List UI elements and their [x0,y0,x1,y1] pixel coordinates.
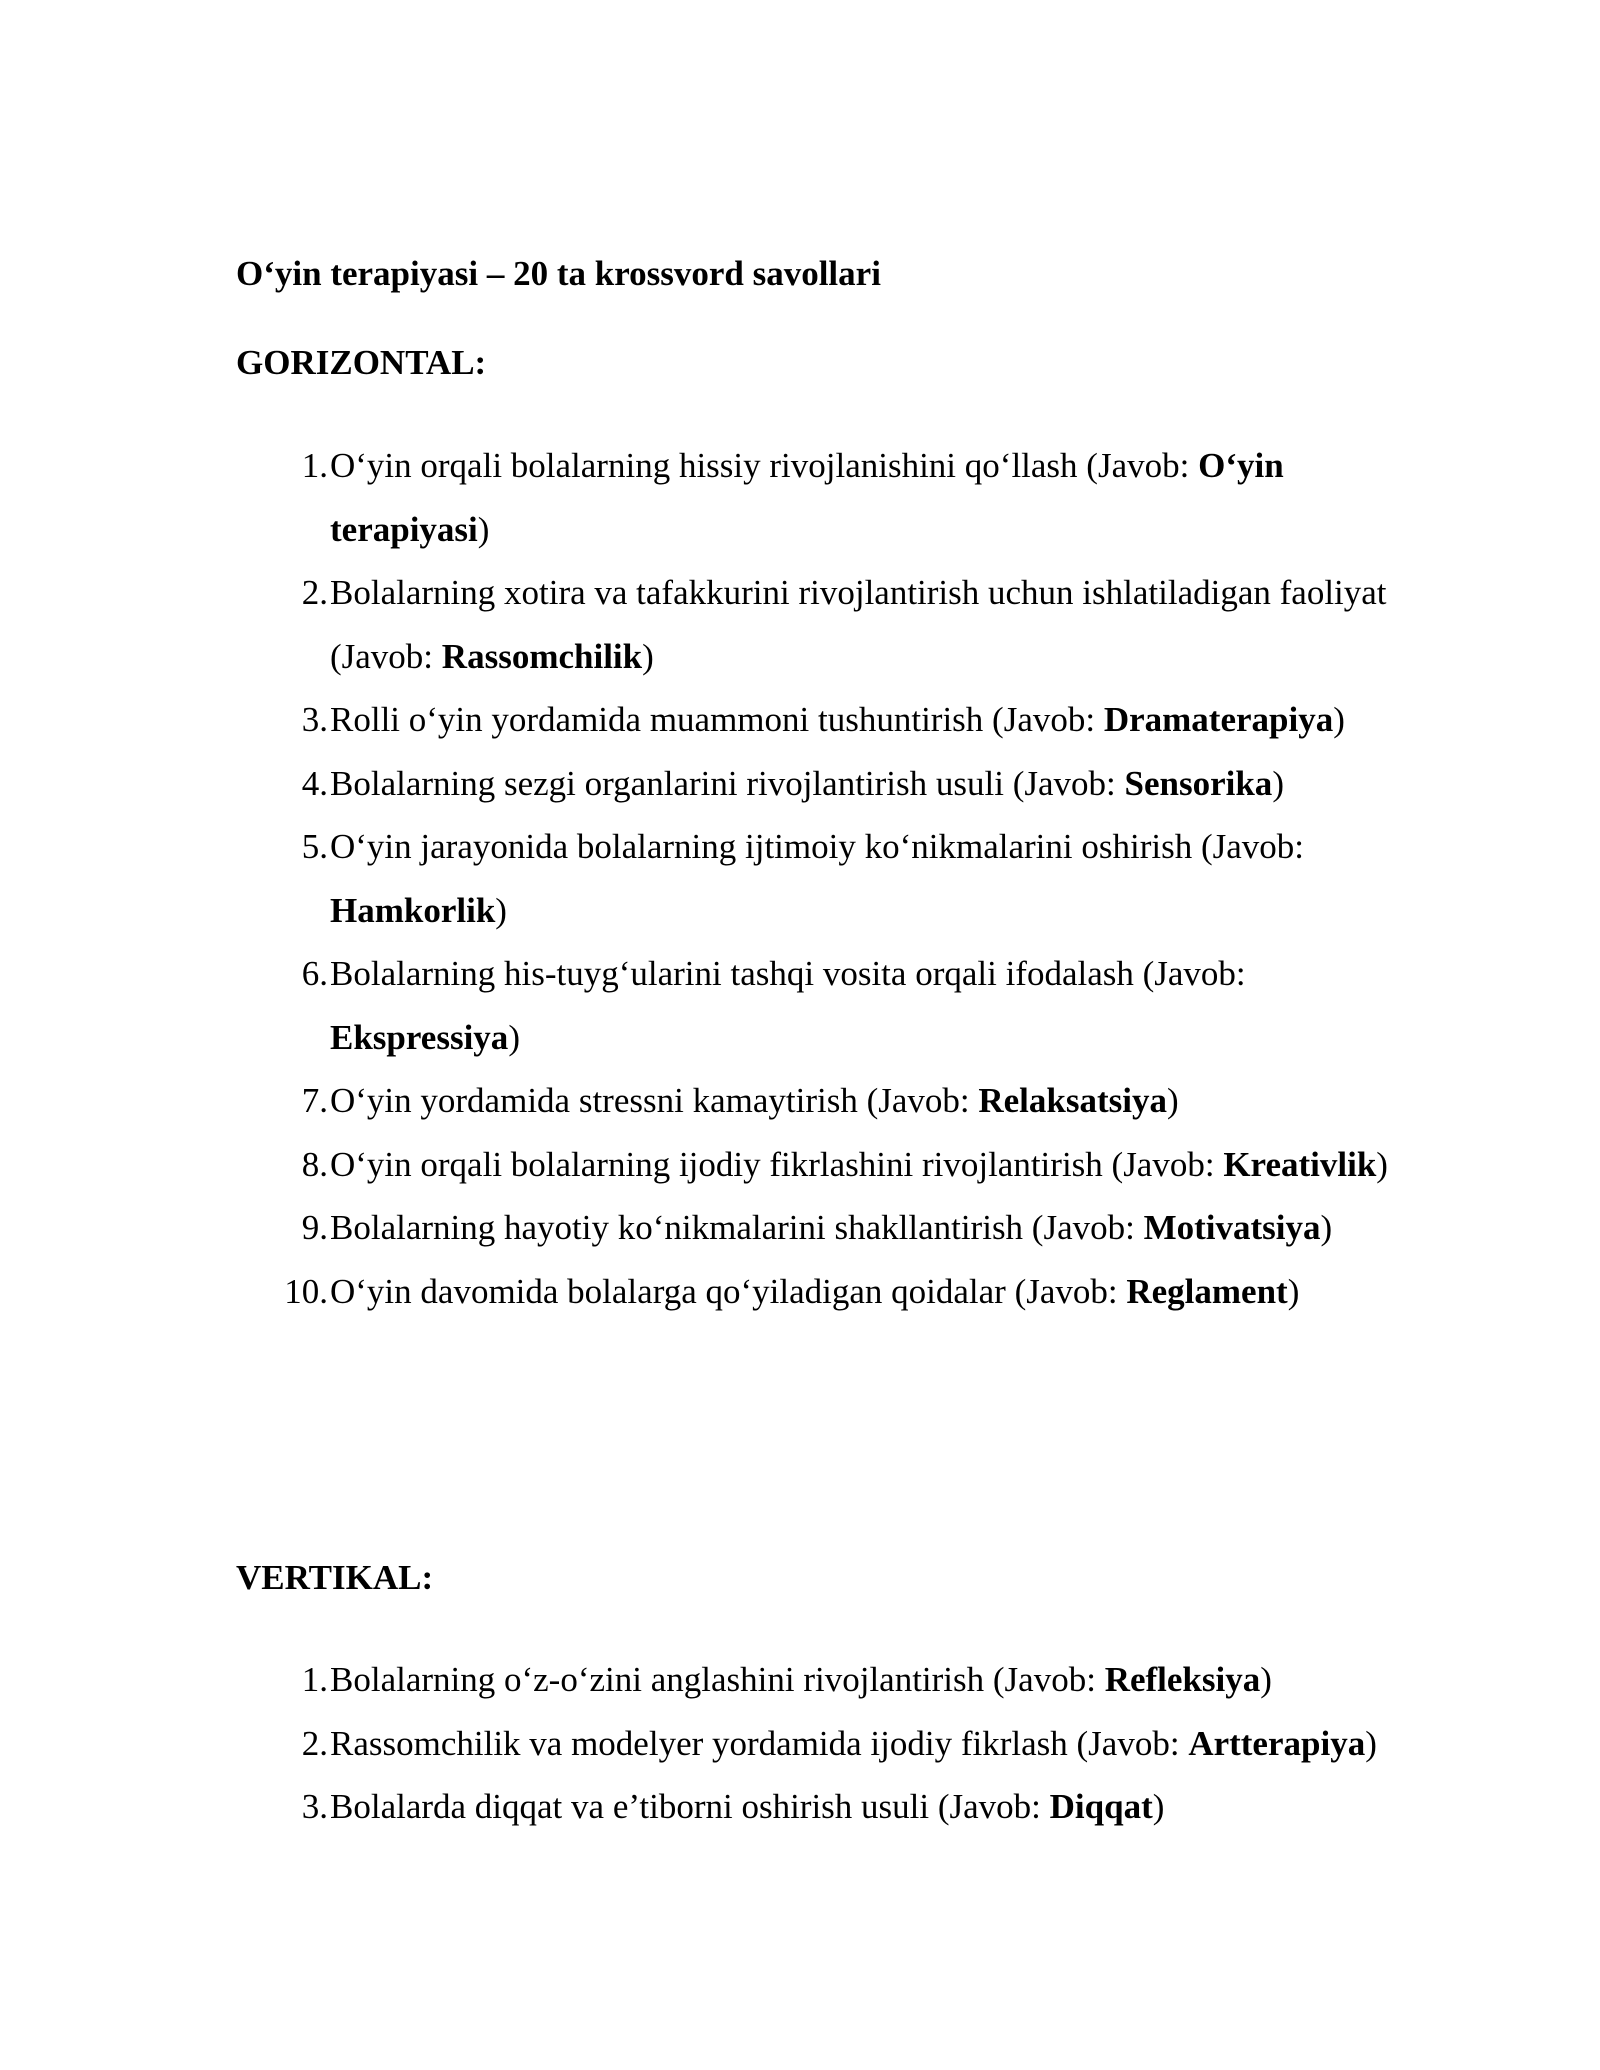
list-item [280,1196,1420,1260]
list-item [280,561,1420,688]
list-item [280,688,1420,752]
item-answer: Hamkorlik [330,890,496,930]
item-question: Bolalarning o‘z-o‘zini anglashini rivojlantirish (Javob: [330,1660,1105,1699]
item-close: ) [495,890,507,930]
item-question: O‘yin jarayonida bolalarning ijtimoiy ko‘nikmalarini oshirish (Javob: [330,827,1304,866]
item-question: O‘yin davomida bolalarga qo‘yiladigan qoidalar (Javob: [330,1271,1127,1311]
item-question: Rassomchilik va modelyer yordamida ijodiy fikrlash (Javob: [330,1723,1189,1763]
item-number: 1. [301,446,328,485]
item-close: ) [1166,1081,1179,1120]
list-item [280,434,1420,561]
item-question: Bolalarning his-tuyg‘ularini tashqi vosita orqali ifodalash (Javob: [330,954,1246,993]
list-item [280,1133,1420,1197]
item-close: ) [508,1017,520,1057]
item-number: 3. [301,1787,328,1826]
item-close: ) [1272,763,1284,803]
page-title: O‘yin terapiyasi – 20 ta krossvord savollari [236,254,881,293]
item-number: 2. [301,573,328,612]
item-question: O‘yin orqali bolalarning ijodiy fikrlashini rivojlantirish (Javob: [330,1144,1224,1184]
item-question: O‘yin yordamida stressni kamaytirish (Javob: [330,1081,979,1120]
item-close: ) [1260,1660,1272,1699]
vertical-clue-list [280,1648,1420,1839]
list-item [280,815,1420,942]
section-heading-horizontal: GORIZONTAL: [236,343,487,382]
item-number: 5. [301,827,328,866]
item-answer: Reglament [1126,1271,1288,1311]
item-question: Bolalarning hayotiy ko‘nikmalarini shakllantirish (Javob: [330,1208,1144,1247]
item-number: 10. [284,1271,328,1311]
item-answer: Kreativlik [1223,1144,1377,1184]
item-answer: Refleksiya [1104,1660,1261,1699]
item-close: ) [1376,1144,1388,1184]
item-answer: Motivatsiya [1143,1208,1321,1247]
item-close: ) [1365,1723,1377,1763]
item-number: 9. [301,1208,328,1247]
item-answer: Diqqat [1049,1787,1153,1826]
item-number: 3. [301,700,328,739]
item-close: ) [1333,700,1345,739]
item-number: 6. [301,954,328,993]
list-item [280,1069,1420,1133]
item-answer: Relaksatsiya [978,1081,1167,1120]
item-answer: Ekspressiya [330,1017,509,1057]
item-close: ) [1320,1208,1333,1247]
list-item [280,1712,1420,1776]
list-item [280,1648,1420,1712]
list-item [280,942,1420,1069]
item-answer: Dramaterapiya [1103,700,1334,739]
item-question: Bolalarning sezgi organlarini rivojlantirish usuli (Javob: [330,763,1125,803]
item-answer: Artterapiya [1188,1723,1366,1763]
item-answer: Rassomchilik [441,636,643,676]
list-item [280,752,1420,816]
item-number: 1. [301,1660,328,1699]
item-question: O‘yin orqali bolalarning hissiy rivojlanishini qo‘llash (Javob: [330,446,1199,485]
item-close: ) [1287,1271,1300,1311]
item-question: Rolli o‘yin yordamida muammoni tushuntirish (Javob: [330,700,1104,739]
item-answer: Sensorika [1124,763,1273,803]
list-item [280,1775,1420,1839]
item-answer: O‘yin terapiyasi [330,446,1284,549]
horizontal-clue-list [280,434,1420,1323]
item-close: ) [1152,1787,1165,1826]
item-close: ) [642,636,654,676]
item-number: 4. [301,763,328,803]
item-number: 8. [301,1144,328,1184]
item-question: Bolalarning xotira va tafakkurini rivojlantirish uchun ishlatiladigan faoliyat (Javob: [330,573,1387,676]
list-item [280,1260,1420,1324]
item-number: 7. [301,1081,328,1120]
section-heading-vertical: VERTIKAL: [236,1558,434,1597]
item-number: 2. [301,1723,328,1763]
item-question: Bolalarda diqqat va e’tiborni oshirish usuli (Javob: [330,1787,1050,1826]
item-close: ) [477,509,490,549]
